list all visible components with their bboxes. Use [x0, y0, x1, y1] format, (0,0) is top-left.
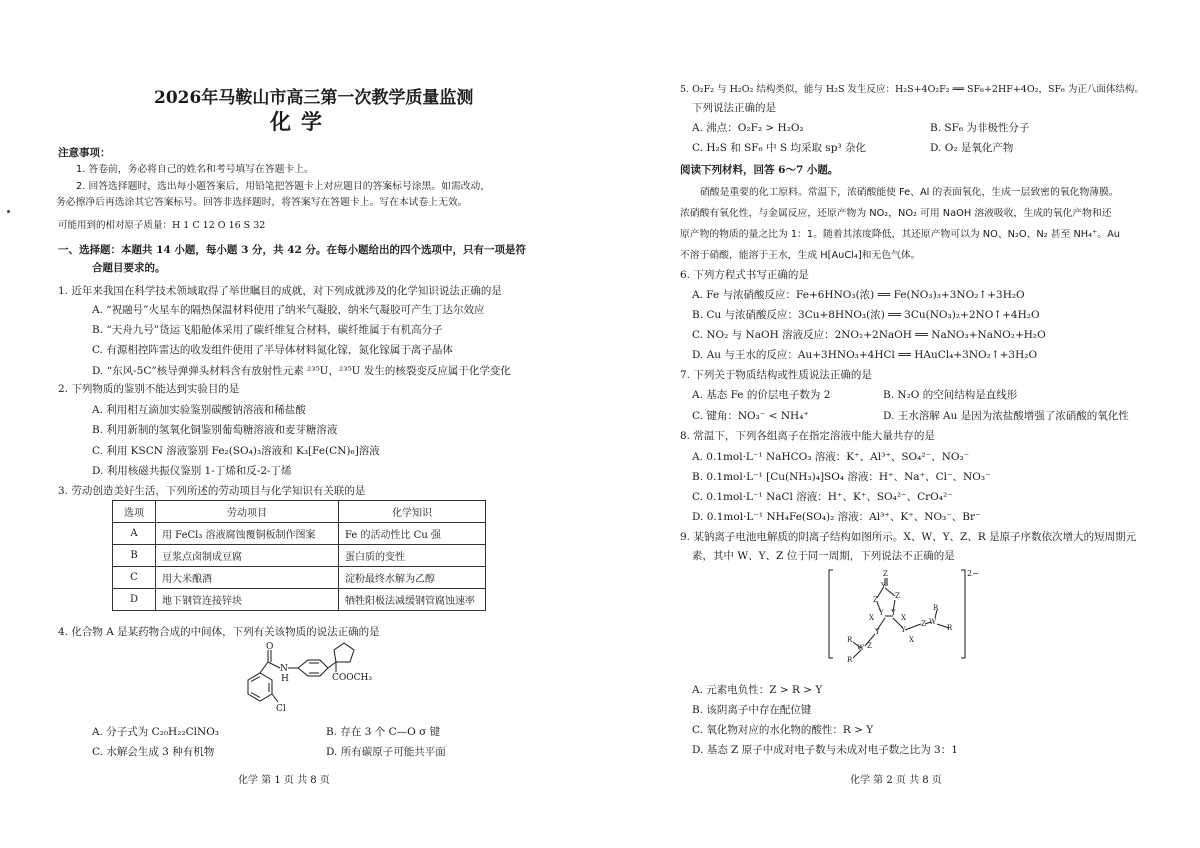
q6-option-b: B. Cu 与浓硝酸反应：3Cu+8HNO₃(浓) ══ 3Cu(NO₃)₂+2NO↑+4H₂O [692, 309, 1040, 321]
table-cell: 用 FeCl₃ 溶液腐蚀覆铜板制作图案 [156, 523, 339, 545]
reading-line-1: 硝酸是重要的化工原料。常温下，浓硝酸能使 Fe、Al 的表面氧化，生成一层致密的氧化物薄膜。 [700, 187, 1119, 198]
notice-item-1: 1. 答卷前，务必将自己的姓名和考号填写在答题卡上。 [76, 164, 314, 175]
q2-option-b: B. 利用新制的氢氧化铜鉴别葡萄糖溶液和麦芽糖溶液 [92, 424, 338, 436]
reading-line-2: 浓硝酸有氧化性，与金属反应，还原产物为 NO₂，NO₂ 可用 NaOH 溶液吸收，生成的氧化产物和还 [680, 208, 1112, 219]
svg-text:R: R [947, 624, 953, 632]
q7-option-b: B. N₂O 的空间结构是直线形 [883, 389, 1018, 401]
q5-option-b: B. SF₆ 为非极性分子 [930, 122, 1030, 134]
anion-charge-label: 2− [967, 569, 979, 578]
q1-option-a: A. “祝融号”火星车的隔热保温材料使用了纳米气凝胶，纳米气凝胶可产生丁达尔效应 [92, 304, 485, 316]
table-header-cell: 劳动项目 [156, 501, 339, 523]
q9-option-d: D. 基态 Z 原子中成对电子数与未成对电子数之比为 3：1 [692, 744, 958, 756]
svg-text:Z: Z [921, 620, 926, 628]
table-cell: A [113, 523, 156, 545]
table-header-cell: 化学知识 [339, 501, 486, 523]
ester-label: COOCH₃ [332, 673, 372, 683]
svg-text:X: X [869, 614, 874, 622]
q7-option-c: C. 键角：NO₃⁻ < NH₄⁺ [692, 410, 809, 422]
hydrogen-label: H [281, 674, 289, 684]
svg-text:Z: Z [895, 592, 900, 600]
q7-stem: 7. 下列关于物质结构或性质说法正确的是 [680, 369, 872, 381]
table-cell: 蛋白质的变性 [339, 545, 486, 567]
q3-stem: 3. 劳动创造美好生活，下列所述的劳动项目与化学知识有关联的是 [58, 485, 366, 497]
q7-option-d: D. 王水溶解 Au 是因为浓盐酸增强了浓硝酸的氧化性 [883, 410, 1129, 422]
svg-text:W: W [857, 644, 865, 652]
labor-table [112, 500, 486, 611]
q5-option-c: C. H₂S 和 SF₆ 中 S 均采取 sp³ 杂化 [692, 142, 866, 154]
right-bracket [961, 570, 965, 658]
q9-stem: 9. 某钠离子电池电解质的阴离子结构如图所示。X、W、Y、Z、R 是原子序数依次增大的短周期元 [680, 531, 1137, 543]
q6-stem: 6. 下列方程式书写正确的是 [680, 269, 809, 281]
benzene-ring [298, 660, 328, 676]
table-header-row [113, 501, 486, 523]
svg-text:Z: Z [867, 642, 872, 650]
q2-stem: 2. 下列物质的鉴别不能达到实验目的是 [58, 383, 240, 395]
q4-stem: 4. 化合物 A 是某药物合成的中间体，下列有关该物质的说法正确的是 [58, 626, 380, 638]
q5-stem-cont: 下列说法正确的是 [692, 102, 776, 114]
notice-item-2b: 务必擦净后再选涂其它答案标号。回答非选择题时，将答案写在答题卡上。写在本试卷上无效。 [56, 197, 468, 208]
anion-structure [825, 566, 985, 666]
table-row [113, 589, 486, 611]
q8-option-a: A. 0.1mol·L⁻¹ NaHCO₃ 溶液：K⁺、Al³⁺、SO₄²⁻、NO₃⁻ [692, 451, 970, 463]
benzene-ring [248, 673, 272, 701]
notice-heading: 注意事项： [58, 147, 111, 159]
q2-option-c: C. 利用 KSCN 溶液鉴别 Fe₂(SO₄)₃溶液和 K₃[Fe(CN)₆]溶液 [92, 445, 380, 457]
table-cell: D [113, 589, 156, 611]
table-cell: 牺牲阳极法减缓钢管腐蚀速率 [339, 589, 486, 611]
table-cell: 淀粉最终水解为乙醇 [339, 567, 486, 589]
svg-text:Y: Y [881, 582, 886, 590]
section-heading-cont: 合题目要求的。 [92, 262, 166, 274]
svg-text:Y: Y [891, 609, 896, 617]
scan-mark [7, 210, 10, 213]
page-footer: 化学 第 1 页 共 8 页 [238, 775, 330, 786]
q2-option-a: A. 利用相互滴加实验鉴别碳酸钠溶液和稀盐酸 [92, 404, 306, 416]
q8-option-d: D. 0.1mol·L⁻¹ NH₄Fe(SO₄)₂ 溶液：Al³⁺、K⁺、NO₃⁻、Br⁻ [692, 511, 981, 523]
q5-stem: 5. O₂F₂ 与 H₂O₂ 结构类似，能与 H₂S 发生反应：H₂S+4O₂F₂ ══ SF₆+2HF+4O₂，SF₆ 为正八面体结构。 [680, 84, 1144, 95]
q9-stem-cont: 素，其中 W、Y、Z 位于同一周期，下列说法不正确的是 [692, 550, 955, 562]
table-row [113, 545, 486, 567]
svg-text:Y: Y [901, 626, 906, 634]
q6-option-a: A. Fe 与浓硝酸反应：Fe+6HNO₃(浓) ══ Fe(NO₃)₃+3NO₂↑+3H₂O [692, 289, 1025, 301]
left-bracket [829, 570, 833, 658]
table-header-cell: 选项 [113, 501, 156, 523]
table-row [113, 523, 486, 545]
table-cell: C [113, 567, 156, 589]
q4-option-a: A. 分子式为 C₂₀H₂₂ClNO₃ [92, 726, 220, 738]
reading-intro: 阅读下列材料，回答 6～7 小题。 [680, 164, 839, 176]
q6-option-c: C. NO₂ 与 NaOH 溶液反应：2NO₂+2NaOH ══ NaNO₃+NaNO₂+H₂O [692, 329, 1046, 341]
svg-text:R: R [847, 656, 853, 664]
page-footer: 化学 第 2 页 共 8 页 [850, 775, 942, 786]
q8-option-c: C. 0.1mol·L⁻¹ NaCl 溶液：H⁺、K⁺、SO₄²⁻、CrO₄²⁻ [692, 491, 953, 503]
table-row [113, 567, 486, 589]
svg-text:W: W [929, 618, 937, 626]
q1-option-c: C. 有源相控阵雷达的收发组件使用了半导体材料氮化镓，氮化镓属于离子晶体 [92, 344, 453, 356]
svg-text:Y: Y [875, 628, 880, 636]
svg-text:Y: Y [879, 609, 884, 617]
cyclopentane-ring [334, 643, 354, 662]
subject-title: 化学 [270, 109, 332, 134]
page-2 [600, 0, 1200, 848]
compound-a-structure [220, 640, 380, 716]
svg-text:Z: Z [873, 596, 878, 604]
q4-option-c: C. 水解会生成 3 种有机物 [92, 746, 215, 758]
exam-title: 2026年马鞍山市高三第一次教学质量监测 [154, 88, 474, 108]
q1-option-d: D. “东风-5C”核导弹弹头材料含有放射性元素 ²³⁵U，²³⁵U 发生的核裂变反应属于化学变化 [92, 365, 511, 377]
q1-stem: 1. 近年来我国在科学技术领域取得了举世瞩目的成就，对下列成就涉及的化学知识说法正确的是 [58, 285, 502, 297]
q5-option-d: D. O₂ 是氧化产物 [930, 142, 1014, 154]
table-cell: 用大米酿酒 [156, 567, 339, 589]
table-cell: Fe 的活动性比 Cu 强 [339, 523, 486, 545]
svg-text:X: X [909, 636, 914, 644]
q6-option-d: D. Au 与王水的反应：Au+3HNO₃+4HCl ══ HAuCl₄+3NO₂↑+3H₂O [692, 349, 1038, 361]
section-heading: 一、选择题：本题共 14 小题，每小题 3 分，共 42 分。在每小题给出的四个选项中，只有一项是符 [58, 244, 526, 256]
notice-item-2a: 2. 回答选择题时，选出每小题答案后，用铅笔把答题卡上对应题目的答案标号涂黑。如需改动， [76, 181, 491, 192]
reading-line-3: 原产物的物质的量之比为 1：1。随着其浓度降低，其还原产物可以为 NO、N₂O、N₂ 甚至 NH₄⁺。Au [680, 229, 1120, 240]
chlorine-label: Cl [276, 704, 286, 714]
q8-stem: 8. 常温下，下列各组离子在指定溶液中能大量共存的是 [680, 430, 935, 442]
q2-option-d: D. 利用核磁共振仪鉴别 1-丁烯和反-2-丁烯 [92, 465, 292, 477]
q9-option-c: C. 氧化物对应的水化物的酸性：R > Y [692, 724, 874, 736]
svg-text:R: R [933, 604, 939, 612]
q5-option-a: A. 沸点：O₂F₂ > H₂O₂ [692, 122, 804, 134]
oxygen-label: O [266, 642, 274, 652]
svg-text:X: X [901, 614, 906, 622]
q9-option-a: A. 元素电负性：Z > R > Y [692, 684, 823, 696]
table-cell: B [113, 545, 156, 567]
q4-option-b: B. 存在 3 个 C—O σ 键 [326, 726, 441, 738]
atomic-mass-line: 可能用到的相对原子质量：H 1 C 12 O 16 S 32 [58, 220, 266, 231]
q8-option-b: B. 0.1mol·L⁻¹ [Cu(NH₃)₄]SO₄ 溶液：H⁺、Na⁺、Cl⁻、NO₃⁻ [692, 471, 991, 483]
table-cell: 豆浆点卤制成豆腐 [156, 545, 339, 567]
q7-option-a: A. 基态 Fe 的价层电子数为 2 [692, 389, 831, 401]
q4-option-d: D. 所有碳原子可能共平面 [326, 746, 446, 758]
nitrogen-label: N [280, 664, 288, 674]
table-cell: 地下钢管连接锌块 [156, 589, 339, 611]
q1-option-b: B. “天舟九号”货运飞船舱体采用了碳纤维复合材料，碳纤维属于有机高分子 [92, 324, 443, 336]
reading-line-4: 不溶于硝酸，能溶于王水，生成 H[AuCl₄]和无色气体。 [680, 250, 921, 261]
q9-option-b: B. 该阴离子中存在配位键 [692, 704, 812, 716]
svg-text:R: R [847, 636, 853, 644]
svg-text:Z: Z [883, 570, 888, 578]
